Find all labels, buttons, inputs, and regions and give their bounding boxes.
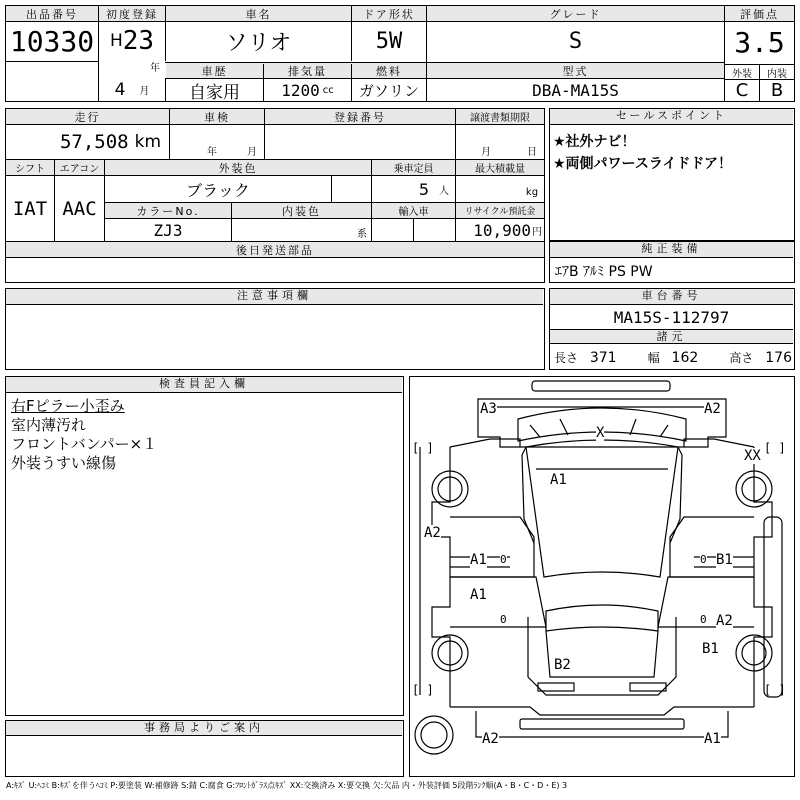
inspector-note-4: 外装うすい線傷 [11, 454, 117, 472]
transfer-day: 日 [527, 146, 537, 158]
chassis-value: MA15S-112797 [613, 307, 730, 327]
inspector-label: 検査員記入欄 [6, 377, 402, 393]
reg-month [99, 78, 165, 101]
sales-block [549, 108, 795, 241]
ext-label: 外装 [732, 68, 752, 80]
mileage-value: 57,508 [59, 131, 129, 153]
first-reg-label: 初度登録 [99, 6, 165, 21]
first-reg [99, 21, 165, 61]
recycle-unit: 円 [532, 226, 542, 238]
legend-text: A:ｷｽﾞ U:ﾍｺﾐ B:ｷｽﾞを伴うﾍｺﾐ P:要塗装 W:補修跡 S:錆 C:腐食 G:ﾌﾛﾝﾄｶﾞﾗｽ点ｷｽﾞ XX:交換済み X:要交換 欠:欠品 内・外装評価 5段階ﾗﾝｸ順(A・B・C・D・E) 3 [6, 781, 568, 790]
transfer-label: 譲渡書類期限 [456, 109, 544, 124]
sales-point-2: ★両側パワースライドドア！ [553, 156, 733, 172]
mark-front-left-fender: A3 [480, 401, 497, 417]
mark-rear-bumper-right: A1 [704, 731, 721, 747]
width-label: 幅 [647, 351, 660, 365]
ext-grade: C [735, 80, 749, 101]
car-name: ソリオ [225, 31, 292, 56]
grade-label: グレード [427, 6, 724, 21]
int-grade: B [770, 80, 784, 101]
bracket-front-right: [ ] [764, 441, 786, 455]
specs-row [554, 349, 792, 366]
mark-windshield: X [596, 425, 605, 441]
height-value: 176 [765, 350, 792, 366]
year-unit: 年 [150, 62, 160, 74]
door: 5W [375, 29, 403, 54]
header-block [5, 5, 795, 102]
recycle-label: リサイクル預託金 [456, 203, 544, 218]
mark-roof: A1 [550, 472, 567, 488]
later-parts-label: 後日発送部品 [6, 242, 544, 257]
office-block [5, 720, 404, 777]
car-name-label: 車名 [166, 6, 351, 21]
int-color-label: 内装色 [232, 203, 371, 218]
capacity [372, 176, 455, 202]
grade: S [568, 29, 583, 54]
handle-left-rear: 0 [500, 613, 507, 626]
width-value: 162 [671, 350, 699, 366]
bracket-rear-right: [ ] [764, 683, 786, 697]
caution-block [5, 288, 545, 370]
mark-rear-hatch: B2 [554, 657, 571, 673]
import-label: 輸入車 [372, 203, 455, 218]
inspector-note-2: 室内薄汚れ [11, 416, 87, 434]
lot-no-label: 出品番号 [6, 6, 98, 21]
shift-label: シフト [6, 160, 54, 175]
ext-color-label: 外装色 [105, 160, 371, 175]
mark-right-rear-door: A2 [716, 613, 733, 629]
mark-right-front-door: B1 [716, 552, 733, 568]
ac: AAC [62, 197, 97, 220]
handle-right-rear: 0 [700, 613, 707, 626]
recycle-value: 10,900 [473, 220, 531, 240]
history-label: 車歴 [166, 63, 263, 78]
max-load-unit: kg [525, 186, 539, 198]
capacity-label: 乗車定員 [372, 160, 455, 175]
recycle [456, 219, 544, 241]
int-label: 内装 [767, 68, 787, 80]
inspector-block [5, 376, 404, 716]
score-label: 評価点 [725, 6, 794, 21]
score: 3.5 [734, 26, 785, 59]
handle-right-front: 0 [700, 553, 707, 566]
regno-label: 登録番号 [265, 109, 455, 124]
int-color-unit: 系 [357, 228, 367, 240]
model-label: 型式 [427, 63, 724, 78]
inspector-note-3: フロントバンパー×１ [11, 435, 158, 453]
insp-year: 年 [207, 146, 217, 158]
door-label: ドア形状 [352, 6, 426, 21]
mileage [6, 125, 169, 159]
mark-left-front-door: A1 [470, 552, 487, 568]
month-value: 4 [114, 79, 126, 100]
color-no-label: カラーNo. [105, 203, 231, 218]
inspector-note-1: 右Fピラー小歪み [11, 397, 125, 415]
bracket-front-left: [ ] [412, 441, 434, 455]
displacement-unit: cc [322, 84, 334, 96]
era: H [109, 31, 123, 51]
equipment-value: ｴｱB ｱﾙﾐ PS PW [555, 264, 653, 280]
displacement [264, 79, 351, 101]
equipment-label: 純正装備 [550, 242, 793, 258]
reg-year: 23 [122, 26, 155, 56]
mileage-label: 走行 [6, 109, 169, 124]
chassis-block [549, 288, 795, 370]
history: 自家用 [189, 82, 240, 103]
details-block [5, 108, 545, 283]
inspection-label: 車検 [170, 109, 264, 124]
mark-front-right-fender: A2 [704, 401, 721, 417]
length-label: 長さ [554, 351, 579, 365]
office-label: 事務局よりご案内 [6, 721, 402, 736]
capacity-unit: 人 [439, 185, 449, 197]
caution-label: 注意事項欄 [6, 289, 543, 305]
insp-month: 月 [247, 146, 257, 158]
mark-left-pillar: A2 [424, 525, 441, 541]
shift: IAT [12, 197, 48, 220]
mark-right-headlight: XX [744, 448, 761, 464]
sales-point-1: ★社外ナビ！ [553, 134, 636, 150]
fuel: ガソリン [358, 81, 419, 100]
chassis-label: 車台番号 [550, 289, 793, 305]
fuel-label: 燃料 [352, 63, 426, 78]
equipment-block [549, 241, 795, 283]
ac-label: エアコン [55, 160, 104, 175]
month-unit: 月 [139, 86, 150, 97]
damage-diagram [409, 376, 795, 777]
mark-rear-bumper-left: A2 [482, 731, 499, 747]
mileage-unit: km [134, 132, 161, 152]
lot-no: 10330 [9, 24, 95, 58]
sales-label: セールスポイント [550, 109, 793, 125]
transfer-month: 月 [481, 146, 491, 158]
length-value: 371 [589, 350, 617, 366]
max-load-label: 最大積載量 [456, 160, 544, 175]
displacement-label: 排気量 [264, 63, 351, 78]
model: DBA-MA15S [532, 80, 619, 100]
mark-right-rear-quarter: B1 [702, 641, 719, 657]
displacement-value: 1200 [281, 80, 320, 100]
mark-left-rear-door: A1 [470, 587, 487, 603]
specs-label: 諸元 [550, 329, 793, 344]
height-label: 高さ [729, 351, 754, 365]
bracket-rear-left: [ ] [412, 683, 434, 697]
capacity-value: 5 [418, 179, 429, 199]
handle-left-front: 0 [500, 553, 507, 566]
ext-color: ブラック [186, 180, 250, 200]
color-no: ZJ3 [153, 220, 183, 240]
